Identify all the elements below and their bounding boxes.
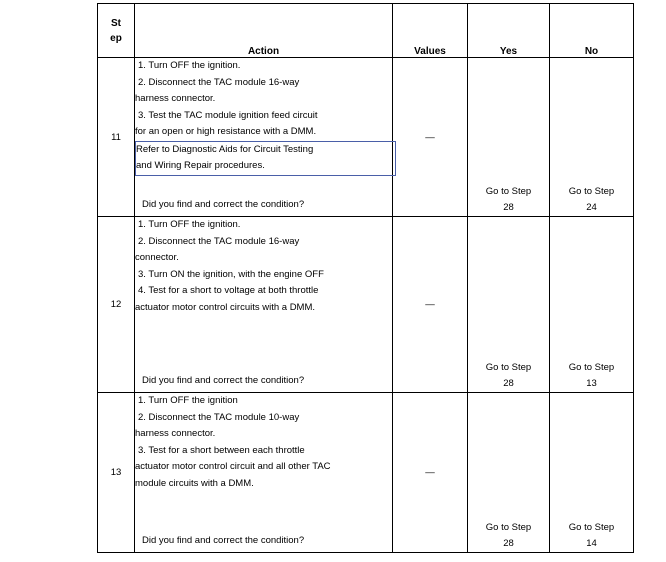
no-cell [550,393,634,553]
values-cell: — [393,217,468,393]
yes-header: Yes [468,4,550,58]
step-header-line-2: ep [110,32,122,44]
action-line: actuator motor control circuits with a DMM. [135,301,316,313]
values-cell: — [393,393,468,553]
action-line: 1. Turn OFF the ignition. [138,219,241,230]
action-line: 3. Test the TAC module ignition feed circuit [138,109,318,121]
no-goto-label: Go to Step [568,186,615,197]
action-cell [135,393,393,553]
table-row [98,393,634,553]
yes-goto-step: 28 [503,378,514,389]
yes-goto-label: Go to Step [485,362,532,373]
step-header-line-1: St [111,17,121,29]
step-number: 13 [98,393,135,553]
reference-note[interactable] [135,141,396,176]
yes-goto-label: Go to Step [485,522,532,533]
yes-goto-label: Go to Step [485,186,532,197]
no-goto-label: Go to Step [568,362,615,373]
no-goto-step: 13 [586,378,597,389]
no-cell [550,217,634,393]
yes-cell [468,58,550,217]
action-line: 2. Disconnect the TAC module 16-way [138,76,300,88]
action-line: 1. Turn OFF the ignition. [138,60,241,71]
action-line: harness connector. [135,93,216,104]
step-number: 12 [98,217,135,393]
question-text: Did you find and correct the condition? [142,199,305,210]
values-header: Values [393,4,468,58]
action-line: harness connector. [135,428,216,439]
action-line: 3. Turn ON the ignition, with the engine OFF [138,268,324,280]
action-line: 3. Test for a short between each throttle [138,444,305,456]
question-text: Did you find and correct the condition? [142,535,305,546]
reference-line: and Wiring Repair procedures. [136,160,265,171]
header-row [98,4,634,58]
no-goto-step: 14 [586,538,597,549]
yes-cell [468,217,550,393]
reference-line: Refer to Diagnostic Aids for Circuit Testing [136,143,314,155]
yes-goto-step: 28 [503,202,514,213]
action-line: for an open or high resistance with a DMM. [135,126,317,137]
no-cell [550,58,634,217]
table-row [98,58,634,217]
yes-goto-step: 28 [503,538,514,549]
no-goto-step: 24 [586,202,597,213]
action-line: 2. Disconnect the TAC module 16-way [138,235,300,247]
action-line: connector. [135,252,179,263]
table-row [98,217,634,393]
no-header: No [550,4,634,58]
action-line: 1. Turn OFF the ignition [138,395,238,406]
question-text: Did you find and correct the condition? [142,375,305,386]
action-line: 2. Disconnect the TAC module 10-way [138,411,300,423]
action-cell [135,58,393,217]
values-cell: — [393,58,468,217]
yes-cell [468,393,550,553]
action-line: actuator motor control circuit and all other TAC [135,461,331,472]
diagnostic-table [97,3,634,553]
action-line: 4. Test for a short to voltage at both throttle [138,285,319,296]
action-cell [135,217,393,393]
action-header: Action [135,4,393,58]
action-line: module circuits with a DMM. [135,477,254,489]
step-header [98,4,135,58]
step-number: 11 [98,58,135,217]
no-goto-label: Go to Step [568,522,615,533]
